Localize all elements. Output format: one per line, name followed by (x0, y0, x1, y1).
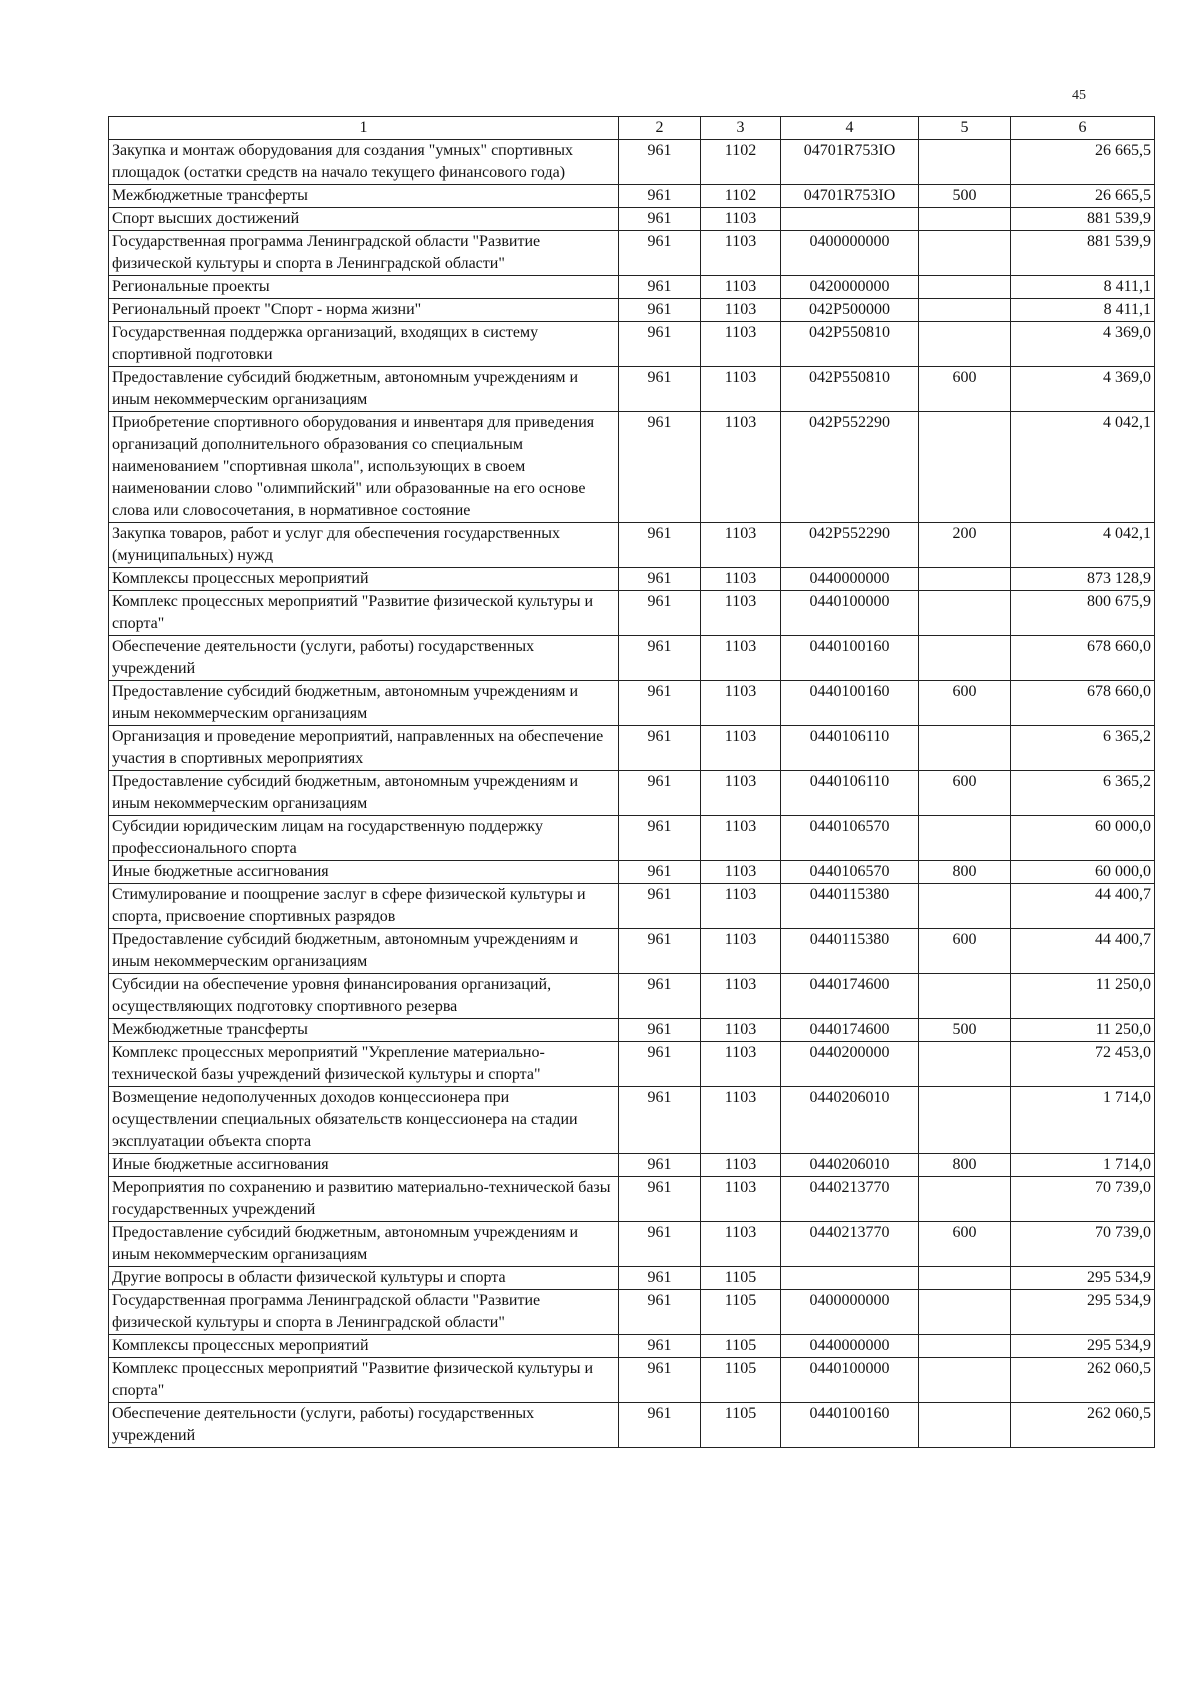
table-row (109, 681, 1155, 726)
page-number: 45 (1072, 88, 1086, 103)
row-name: Субсидии юридическим лицам на государственную поддержку профессионального спорта (109, 816, 619, 861)
row-name: Комплексы процессных мероприятий (109, 568, 619, 591)
row-expense-type: 600 (919, 929, 1011, 974)
row-section-code: 1103 (701, 771, 781, 816)
table-row (109, 299, 1155, 322)
row-section-code: 1103 (701, 523, 781, 568)
budget-table (108, 116, 1155, 1448)
row-name: Комплекс процессных мероприятий "Развитие физической культуры и спорта" (109, 591, 619, 636)
row-admin-code: 961 (619, 884, 701, 929)
row-section-code: 1103 (701, 367, 781, 412)
row-admin-code: 961 (619, 140, 701, 185)
table-row (109, 276, 1155, 299)
row-admin-code: 961 (619, 1154, 701, 1177)
row-expense-type: 600 (919, 367, 1011, 412)
table-row (109, 771, 1155, 816)
header-col-5: 5 (919, 117, 1011, 140)
row-expense-type: 600 (919, 771, 1011, 816)
row-section-code: 1103 (701, 816, 781, 861)
row-target-code: 04701R753IO (781, 140, 919, 185)
row-section-code: 1103 (701, 1087, 781, 1154)
table-body (109, 140, 1155, 1448)
table-row (109, 929, 1155, 974)
row-section-code: 1105 (701, 1290, 781, 1335)
table-row (109, 1358, 1155, 1403)
row-section-code: 1103 (701, 884, 781, 929)
row-amount: 678 660,0 (1011, 636, 1155, 681)
row-expense-type (919, 276, 1011, 299)
row-expense-type (919, 591, 1011, 636)
row-admin-code: 961 (619, 1335, 701, 1358)
row-expense-type (919, 1042, 1011, 1087)
row-target-code: 0440174600 (781, 974, 919, 1019)
row-amount: 4 369,0 (1011, 322, 1155, 367)
row-target-code: 0440200000 (781, 1042, 919, 1087)
row-admin-code: 961 (619, 1403, 701, 1448)
row-expense-type (919, 636, 1011, 681)
table-row (109, 884, 1155, 929)
row-name: Возмещение недополученных доходов концессионера при осуществлении специальных обязательств концессионера на стадии эксплуатации объекта спорта (109, 1087, 619, 1154)
row-expense-type (919, 1177, 1011, 1222)
row-section-code: 1103 (701, 591, 781, 636)
row-target-code: 0440174600 (781, 1019, 919, 1042)
row-section-code: 1102 (701, 185, 781, 208)
row-target-code: 0440100160 (781, 1403, 919, 1448)
row-target-code: 042P552290 (781, 412, 919, 523)
header-col-6: 6 (1011, 117, 1155, 140)
table-row (109, 1222, 1155, 1267)
row-admin-code: 961 (619, 568, 701, 591)
row-amount: 26 665,5 (1011, 185, 1155, 208)
row-target-code: 0400000000 (781, 1290, 919, 1335)
row-section-code: 1105 (701, 1358, 781, 1403)
row-admin-code: 961 (619, 816, 701, 861)
row-amount: 8 411,1 (1011, 299, 1155, 322)
row-section-code: 1102 (701, 140, 781, 185)
row-amount: 881 539,9 (1011, 208, 1155, 231)
header-col-2: 2 (619, 117, 701, 140)
row-section-code: 1103 (701, 1222, 781, 1267)
table-row (109, 861, 1155, 884)
row-amount: 11 250,0 (1011, 974, 1155, 1019)
row-section-code: 1103 (701, 1177, 781, 1222)
row-expense-type: 500 (919, 185, 1011, 208)
row-target-code: 042P552290 (781, 523, 919, 568)
row-name: Государственная программа Ленинградской области "Развитие физической культуры и спорта в Ленинградской области" (109, 1290, 619, 1335)
row-section-code: 1103 (701, 231, 781, 276)
row-target-code: 0440106110 (781, 771, 919, 816)
row-admin-code: 961 (619, 771, 701, 816)
row-expense-type (919, 1267, 1011, 1290)
row-target-code: 0440106570 (781, 861, 919, 884)
row-expense-type (919, 140, 1011, 185)
row-name: Комплекс процессных мероприятий "Укрепление материально-технической базы учреждений физической культуры и спорта" (109, 1042, 619, 1087)
row-section-code: 1105 (701, 1403, 781, 1448)
row-expense-type (919, 231, 1011, 276)
row-section-code: 1103 (701, 299, 781, 322)
row-target-code: 0440106110 (781, 726, 919, 771)
row-target-code: 0420000000 (781, 276, 919, 299)
row-section-code: 1103 (701, 681, 781, 726)
row-name: Спорт высших достижений (109, 208, 619, 231)
row-target-code (781, 208, 919, 231)
header-col-1: 1 (109, 117, 619, 140)
table-row (109, 591, 1155, 636)
row-amount: 678 660,0 (1011, 681, 1155, 726)
table-row (109, 726, 1155, 771)
table-row (109, 367, 1155, 412)
row-expense-type (919, 816, 1011, 861)
row-admin-code: 961 (619, 861, 701, 884)
row-expense-type (919, 1087, 1011, 1154)
row-name: Межбюджетные трансферты (109, 1019, 619, 1042)
row-name: Комплексы процессных мероприятий (109, 1335, 619, 1358)
row-admin-code: 961 (619, 276, 701, 299)
row-amount: 72 453,0 (1011, 1042, 1155, 1087)
row-name: Иные бюджетные ассигнования (109, 1154, 619, 1177)
row-admin-code: 961 (619, 523, 701, 568)
table-row (109, 322, 1155, 367)
row-section-code: 1105 (701, 1267, 781, 1290)
row-admin-code: 961 (619, 1290, 701, 1335)
table-row (109, 523, 1155, 568)
row-target-code: 0440115380 (781, 884, 919, 929)
row-name: Закупка и монтаж оборудования для создания "умных" спортивных площадок (остатки средств на начало текущего финансового года) (109, 140, 619, 185)
row-amount: 295 534,9 (1011, 1267, 1155, 1290)
row-amount: 44 400,7 (1011, 884, 1155, 929)
row-target-code: 0440206010 (781, 1087, 919, 1154)
row-amount: 4 042,1 (1011, 412, 1155, 523)
row-name: Организация и проведение мероприятий, направленных на обеспечение участия в спортивных мероприятиях (109, 726, 619, 771)
row-expense-type (919, 1335, 1011, 1358)
row-admin-code: 961 (619, 367, 701, 412)
row-section-code: 1103 (701, 1019, 781, 1042)
row-name: Стимулирование и поощрение заслуг в сфере физической культуры и спорта, присвоение спортивных разрядов (109, 884, 619, 929)
row-target-code: 04701R753IO (781, 185, 919, 208)
table-row (109, 140, 1155, 185)
row-name: Другие вопросы в области физической культуры и спорта (109, 1267, 619, 1290)
row-name: Предоставление субсидий бюджетным, автономным учреждениям и иным некоммерческим организациям (109, 367, 619, 412)
row-amount: 4 369,0 (1011, 367, 1155, 412)
row-name: Региональный проект "Спорт - норма жизни" (109, 299, 619, 322)
row-name: Комплекс процессных мероприятий "Развитие физической культуры и спорта" (109, 1358, 619, 1403)
row-expense-type: 800 (919, 1154, 1011, 1177)
row-amount: 881 539,9 (1011, 231, 1155, 276)
row-target-code: 0440115380 (781, 929, 919, 974)
row-admin-code: 961 (619, 412, 701, 523)
row-admin-code: 961 (619, 299, 701, 322)
table-row (109, 1019, 1155, 1042)
row-expense-type (919, 299, 1011, 322)
row-name: Предоставление субсидий бюджетным, автономным учреждениям и иным некоммерческим организациям (109, 771, 619, 816)
row-admin-code: 961 (619, 208, 701, 231)
row-name: Предоставление субсидий бюджетным, автономным учреждениям и иным некоммерческим организациям (109, 681, 619, 726)
row-name: Приобретение спортивного оборудования и инвентаря для приведения организаций дополнительного образования со специальным наименованием "спортивная школа", использующих в своем наименовании слово "олимпийский" или образованные на его основе слова или словосочетания, в нормативное состояние (109, 412, 619, 523)
row-expense-type: 800 (919, 861, 1011, 884)
row-section-code: 1103 (701, 636, 781, 681)
row-amount: 262 060,5 (1011, 1358, 1155, 1403)
row-section-code: 1103 (701, 322, 781, 367)
row-amount: 873 128,9 (1011, 568, 1155, 591)
table-row (109, 568, 1155, 591)
row-section-code: 1103 (701, 276, 781, 299)
table-row (109, 1403, 1155, 1448)
row-name: Региональные проекты (109, 276, 619, 299)
table-header (109, 117, 1155, 140)
row-amount: 800 675,9 (1011, 591, 1155, 636)
header-col-3: 3 (701, 117, 781, 140)
table-row (109, 1290, 1155, 1335)
row-name: Обеспечение деятельности (услуги, работы) государственных учреждений (109, 636, 619, 681)
row-section-code: 1103 (701, 974, 781, 1019)
row-target-code: 0400000000 (781, 231, 919, 276)
table-row (109, 1177, 1155, 1222)
row-target-code: 0440213770 (781, 1222, 919, 1267)
row-admin-code: 961 (619, 322, 701, 367)
row-expense-type (919, 974, 1011, 1019)
row-expense-type (919, 1403, 1011, 1448)
row-name: Закупка товаров, работ и услуг для обеспечения государственных (муниципальных) нужд (109, 523, 619, 568)
row-admin-code: 961 (619, 1358, 701, 1403)
header-col-4: 4 (781, 117, 919, 140)
table-row (109, 1154, 1155, 1177)
row-admin-code: 961 (619, 591, 701, 636)
row-amount: 60 000,0 (1011, 861, 1155, 884)
row-expense-type: 500 (919, 1019, 1011, 1042)
row-target-code: 0440106570 (781, 816, 919, 861)
row-target-code: 0440100160 (781, 636, 919, 681)
row-admin-code: 961 (619, 1019, 701, 1042)
row-name: Государственная программа Ленинградской области "Развитие физической культуры и спорта в Ленинградской области" (109, 231, 619, 276)
row-expense-type (919, 568, 1011, 591)
row-name: Предоставление субсидий бюджетным, автономным учреждениям и иным некоммерческим организациям (109, 929, 619, 974)
row-section-code: 1103 (701, 1042, 781, 1087)
row-admin-code: 961 (619, 974, 701, 1019)
row-amount: 1 714,0 (1011, 1087, 1155, 1154)
row-section-code: 1103 (701, 412, 781, 523)
row-name: Мероприятия по сохранению и развитию материально-технической базы государственных учреждений (109, 1177, 619, 1222)
row-amount: 6 365,2 (1011, 771, 1155, 816)
row-admin-code: 961 (619, 929, 701, 974)
row-section-code: 1103 (701, 726, 781, 771)
row-target-code (781, 1267, 919, 1290)
row-admin-code: 961 (619, 231, 701, 276)
row-target-code: 0440206010 (781, 1154, 919, 1177)
row-amount: 295 534,9 (1011, 1290, 1155, 1335)
row-expense-type (919, 1358, 1011, 1403)
row-target-code: 0440000000 (781, 1335, 919, 1358)
row-amount: 1 714,0 (1011, 1154, 1155, 1177)
row-admin-code: 961 (619, 1267, 701, 1290)
row-expense-type (919, 322, 1011, 367)
row-amount: 70 739,0 (1011, 1222, 1155, 1267)
row-expense-type (919, 412, 1011, 523)
row-name: Государственная поддержка организаций, входящих в систему спортивной подготовки (109, 322, 619, 367)
row-amount: 44 400,7 (1011, 929, 1155, 974)
row-section-code: 1105 (701, 1335, 781, 1358)
row-admin-code: 961 (619, 726, 701, 771)
row-expense-type (919, 1290, 1011, 1335)
row-expense-type: 600 (919, 1222, 1011, 1267)
row-section-code: 1103 (701, 208, 781, 231)
row-amount: 6 365,2 (1011, 726, 1155, 771)
row-amount: 70 739,0 (1011, 1177, 1155, 1222)
table-row (109, 208, 1155, 231)
row-section-code: 1103 (701, 568, 781, 591)
row-amount: 11 250,0 (1011, 1019, 1155, 1042)
table-row (109, 231, 1155, 276)
row-target-code: 0440100000 (781, 591, 919, 636)
row-target-code: 042P550810 (781, 367, 919, 412)
row-expense-type: 200 (919, 523, 1011, 568)
table-row (109, 1087, 1155, 1154)
row-amount: 295 534,9 (1011, 1335, 1155, 1358)
row-amount: 26 665,5 (1011, 140, 1155, 185)
row-section-code: 1103 (701, 1154, 781, 1177)
row-amount: 60 000,0 (1011, 816, 1155, 861)
row-expense-type (919, 884, 1011, 929)
row-admin-code: 961 (619, 1177, 701, 1222)
table-row (109, 636, 1155, 681)
row-admin-code: 961 (619, 681, 701, 726)
table-row (109, 412, 1155, 523)
row-admin-code: 961 (619, 1222, 701, 1267)
row-target-code: 042P500000 (781, 299, 919, 322)
row-name: Субсидии на обеспечение уровня финансирования организаций, осуществляющих подготовку спортивного резерва (109, 974, 619, 1019)
row-admin-code: 961 (619, 1087, 701, 1154)
table-row (109, 1267, 1155, 1290)
row-name: Иные бюджетные ассигнования (109, 861, 619, 884)
row-expense-type: 600 (919, 681, 1011, 726)
row-admin-code: 961 (619, 1042, 701, 1087)
row-amount: 4 042,1 (1011, 523, 1155, 568)
row-amount: 8 411,1 (1011, 276, 1155, 299)
table-row (109, 816, 1155, 861)
row-expense-type (919, 208, 1011, 231)
row-amount: 262 060,5 (1011, 1403, 1155, 1448)
row-admin-code: 961 (619, 636, 701, 681)
table-row (109, 1335, 1155, 1358)
row-name: Обеспечение деятельности (услуги, работы) государственных учреждений (109, 1403, 619, 1448)
row-name: Межбюджетные трансферты (109, 185, 619, 208)
row-admin-code: 961 (619, 185, 701, 208)
row-target-code: 0440100000 (781, 1358, 919, 1403)
table-row (109, 974, 1155, 1019)
row-target-code: 0440100160 (781, 681, 919, 726)
row-name: Предоставление субсидий бюджетным, автономным учреждениям и иным некоммерческим организациям (109, 1222, 619, 1267)
row-target-code: 0440000000 (781, 568, 919, 591)
row-section-code: 1103 (701, 861, 781, 884)
row-target-code: 042P550810 (781, 322, 919, 367)
row-section-code: 1103 (701, 929, 781, 974)
row-expense-type (919, 726, 1011, 771)
table-row (109, 1042, 1155, 1087)
table-row (109, 185, 1155, 208)
row-target-code: 0440213770 (781, 1177, 919, 1222)
